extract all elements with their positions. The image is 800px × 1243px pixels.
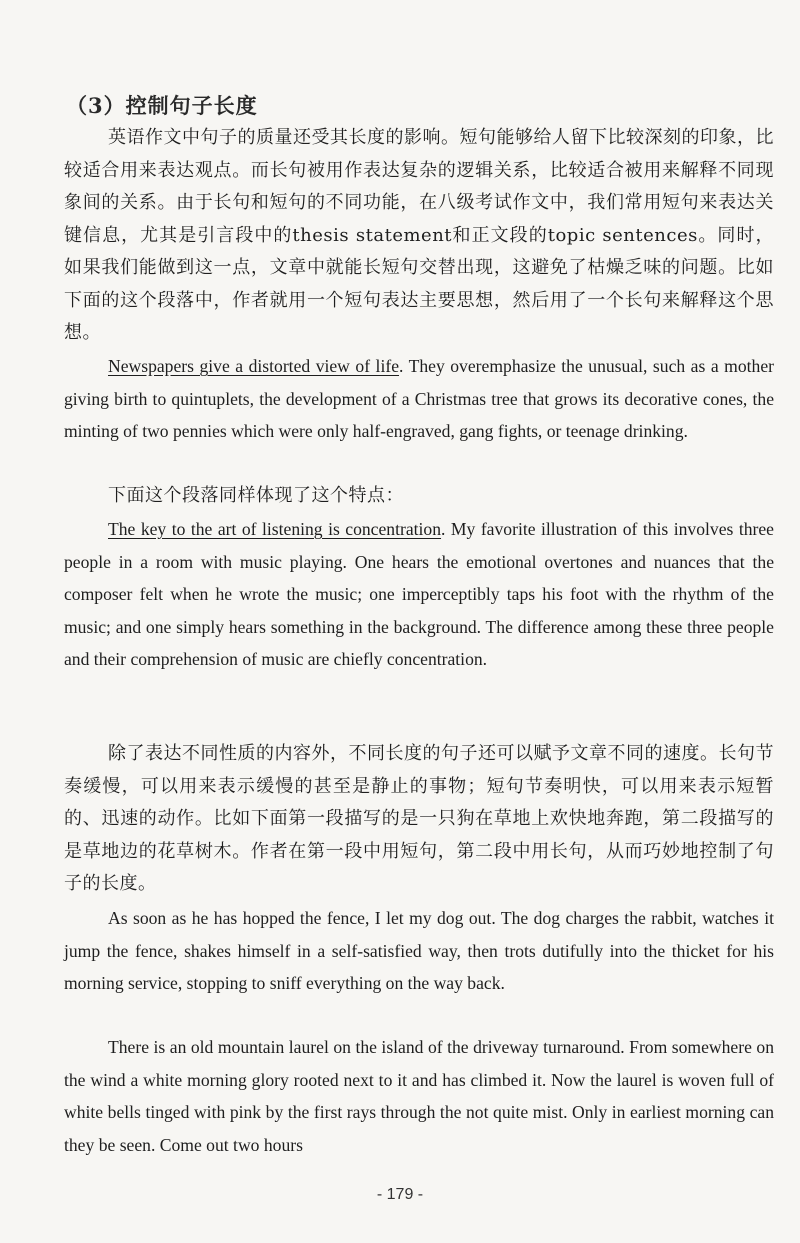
example-newspapers-body: . They overemphasize the unusual, such as a mother giving birth to quintuplets, the development of a Christmas tree that grows its decorative cones, the minting of two pennies which were only half-engraved, gang fights, or teenage drinking. [64, 356, 775, 441]
paragraph-sentence-speed [64, 738, 774, 901]
example-paragraph-laurel [64, 1031, 774, 1161]
example-dog-text: As soon as he has hopped the fence, I let my dog out. The dog charges the rabbit, watches it jump the fence, shakes himself in a self-satisfied way, then trots dutifully into the thicket for his morning service, stopping to sniff everything on the way back. [64, 908, 774, 993]
example-paragraph-dog [64, 902, 774, 1000]
example-paragraph-listening [64, 513, 774, 676]
example-laurel-text: There is an old mountain laurel on the island of the driveway turnaround. From somewhere on the wind a white morning glory rooted next to it and has climbed it. Now the laurel is woven full of white bells tinged with pink by the first rays through the not quite mist. Only in earliest morning can they be seen. Come out two hours [64, 1037, 774, 1155]
paragraph-transition [64, 480, 774, 513]
topic-sentence-listening: The key to the art of listening is concentration [108, 519, 442, 539]
paragraph-intro [64, 122, 774, 350]
example-paragraph-newspapers [64, 350, 774, 448]
topic-sentence-newspapers: Newspapers give a distorted view of life [108, 356, 400, 376]
paragraph-intro-text: 英语作文中句子的质量还受其长度的影响。短句能够给人留下比较深刻的印象，比较适合用来表达观点。而长句被用作表达复杂的逻辑关系，比较适合被用来解释不同现象间的关系。由于长句和短句的不同功能，在八级考试作文中，我们常用短句来表达关键信息，尤其是引言段中的thesis statement和正文段的topic sentences。同时，如果我们能做到这一点，文章中就能长短句交替出现，这避免了枯燥乏味的问题。比如下面的这个段落中，作者就用一个短句表达主要思想，然后用了一个长句来解释这个思想。 [64, 127, 774, 343]
paragraph-sentence-speed-text: 除了表达不同性质的内容外，不同长度的句子还可以赋予文章不同的速度。长句节奏缓慢，可以用来表示缓慢的甚至是静止的事物；短句节奏明快，可以用来表示短暂的、迅速的动作。比如下面第一段描写的是一只狗在草地上欢快地奔跑，第二段描写的是草地边的花草树木。作者在第一段中用短句，第二段中用长句，从而巧妙地控制了句子的长度。 [64, 743, 774, 894]
page-number: - 179 - [376, 1186, 424, 1203]
example-listening-body: . My favorite illustration of this involves three people in a room with music playing. One hears the emotional overtones and nuances that the composer felt when he wrote the music; one imperceptibly taps his foot with the rhythm of the music; and one simply hears something in the background. The difference among these three people and their comprehension of music are chiefly concentration. [64, 519, 774, 669]
paragraph-transition-text: 下面这个段落同样体现了这个特点： [108, 485, 404, 506]
section-heading: （3）控制句子长度 [66, 93, 258, 118]
